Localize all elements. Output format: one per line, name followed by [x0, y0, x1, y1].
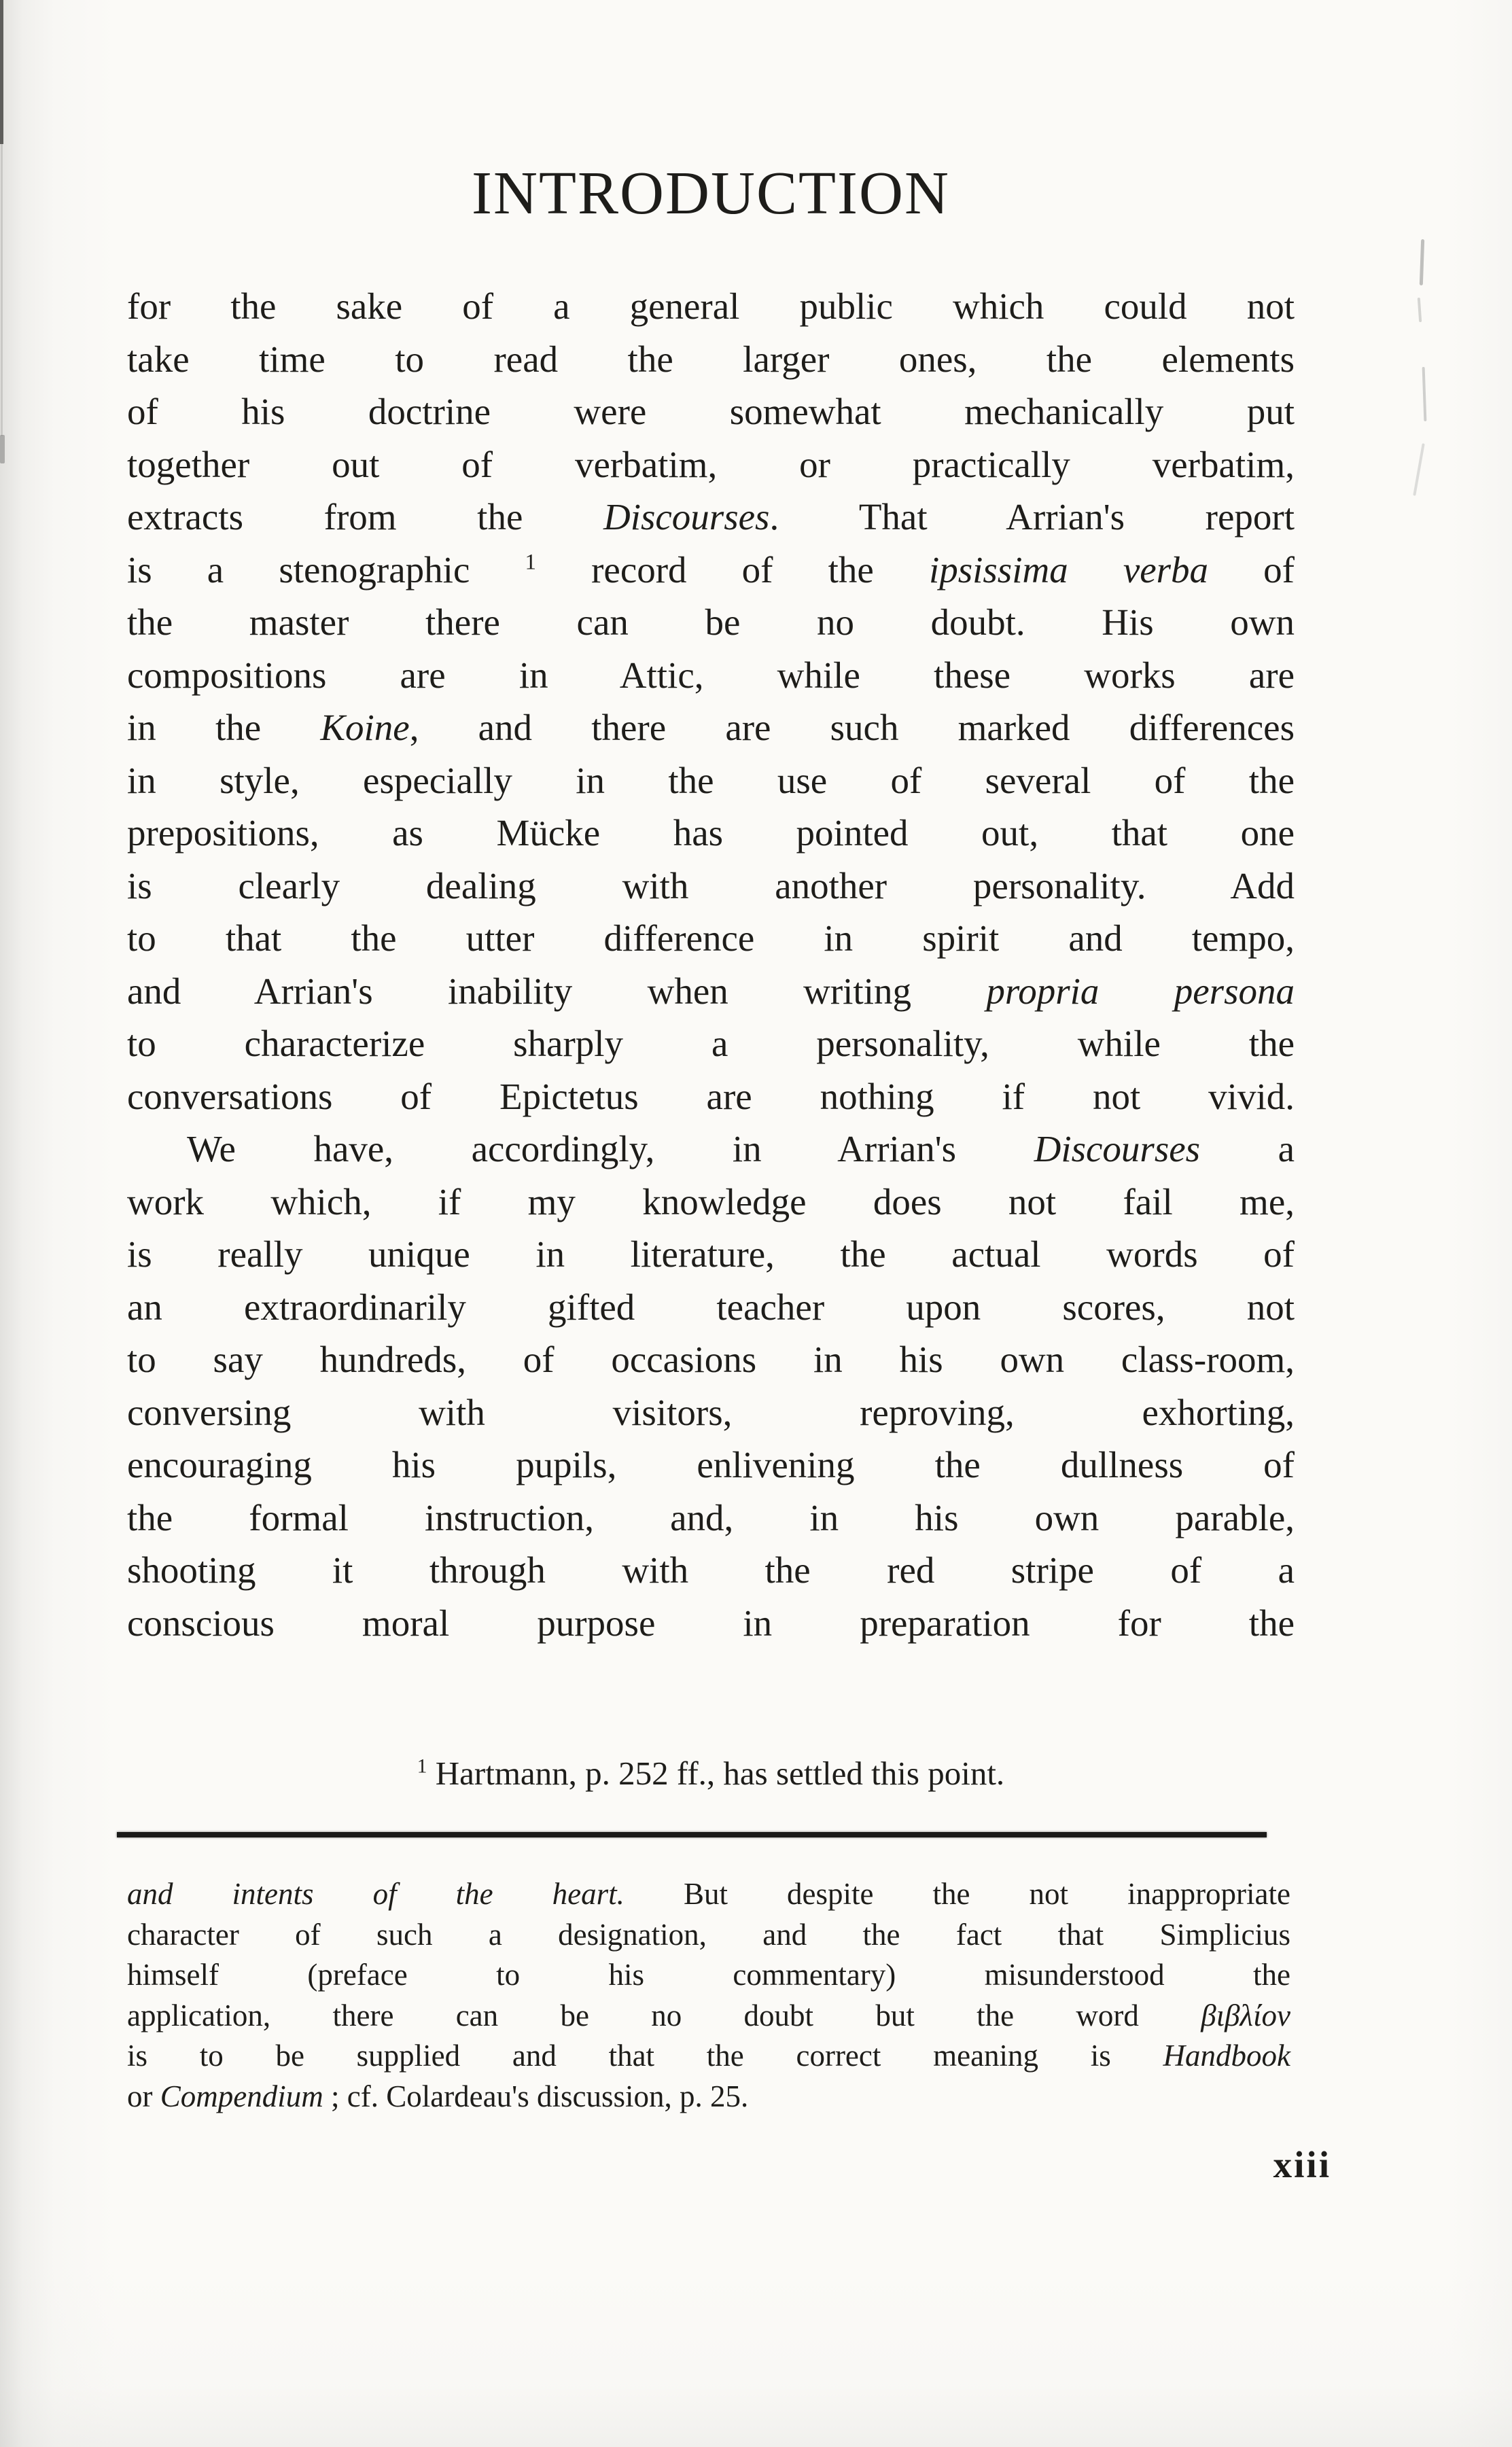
scan-margin-mark: [1413, 443, 1424, 496]
text-line: of his doctrine were somewhat mechanically put: [127, 391, 1295, 432]
text-line: to say hundreds, of occasions in his own class-room,: [127, 1339, 1295, 1380]
main-text: [127, 280, 1295, 1649]
text-line: shooting it through with the red stripe of a: [127, 1549, 1295, 1591]
text-line: is a stenographic $^1$ record of the ipsissima verba of: [127, 548, 1295, 591]
text-line: in the Koine, and there are such marked differences: [127, 707, 1295, 748]
footnote-line: is to be supplied and that the correct meaning is Handbook: [127, 2039, 1290, 2073]
scan-edge-mark: [1, 144, 3, 436]
text-line: conscious moral purpose in preparation for the: [127, 1602, 1295, 1644]
text-line: take time to read the larger ones, the elements: [127, 338, 1295, 380]
text-line: the formal instruction, and, in his own parable,: [127, 1496, 1295, 1538]
text-line: to characterize sharply a personality, while the: [127, 1023, 1295, 1064]
scan-margin-mark: [1422, 367, 1427, 421]
text-line: work which, if my knowledge does not fail me,: [127, 1180, 1295, 1222]
text-line: extracts from the Discourses. That Arrian's report: [127, 496, 1295, 538]
footnote-line: and intents of the heart. But despite the not inappropriate: [127, 1877, 1290, 1911]
text-line: an extraordinarily gifted teacher upon scores, not: [127, 1286, 1295, 1328]
text-line: the master there can be no doubt. His own: [127, 601, 1295, 643]
footnote-line: or Compendium ; cf. Colardeau's discussion, p. 25.: [127, 2079, 749, 2113]
footnote-line: character of such a designation, and the fact that Simplicius: [127, 1917, 1290, 1952]
scan-edge-mark: [0, 435, 5, 463]
text-line: We have, accordingly, in Arrian's Discourses a: [187, 1128, 1295, 1169]
text-line: to that the utter difference in spirit and tempo,: [127, 917, 1295, 959]
page-title: INTRODUCTION: [472, 160, 950, 227]
text-line: and Arrian's inability when writing propria persona: [127, 970, 1295, 1012]
text-line: compositions are in Attic, while these works are: [127, 654, 1295, 696]
text-line: is really unique in literature, the actual words of: [127, 1233, 1295, 1275]
text-line: together out of verbatim, or practically verbatim,: [127, 443, 1295, 485]
text-line: is clearly dealing with another personality. Add: [127, 864, 1295, 906]
scan-margin-mark: [1418, 298, 1422, 322]
scan-margin-mark: [1420, 239, 1424, 285]
text-line: for the sake of a general public which could not: [127, 285, 1295, 327]
paragraph-second: [127, 1123, 1295, 1649]
footnote-line: himself (preface to his commentary) misunderstood the: [127, 1958, 1290, 1992]
footnote-divider: [117, 1832, 1267, 1837]
text-line: in style, especially in the use of several of the: [127, 759, 1295, 801]
page-number: xiii: [1273, 2144, 1331, 2185]
text-line: conversing with visitors, reproving, exhorting,: [127, 1391, 1295, 1433]
scan-edge-mark: [0, 0, 3, 144]
text-line: encouraging his pupils, enlivening the dullness of: [127, 1444, 1295, 1485]
footnote-reference: $^1$ Hartmann, p. 252 ff., has settled this point.: [417, 1755, 1005, 1792]
text-line: conversations of Epictetus are nothing if not vivid.: [127, 1075, 1295, 1117]
paragraph-continuation: [127, 280, 1295, 1123]
footnote-line: application, there can be no doubt but the word βιβλίον: [127, 1998, 1290, 2032]
text-line: prepositions, as Mücke has pointed out, that one: [127, 812, 1295, 853]
footnote-continuation: [127, 1874, 1290, 2117]
